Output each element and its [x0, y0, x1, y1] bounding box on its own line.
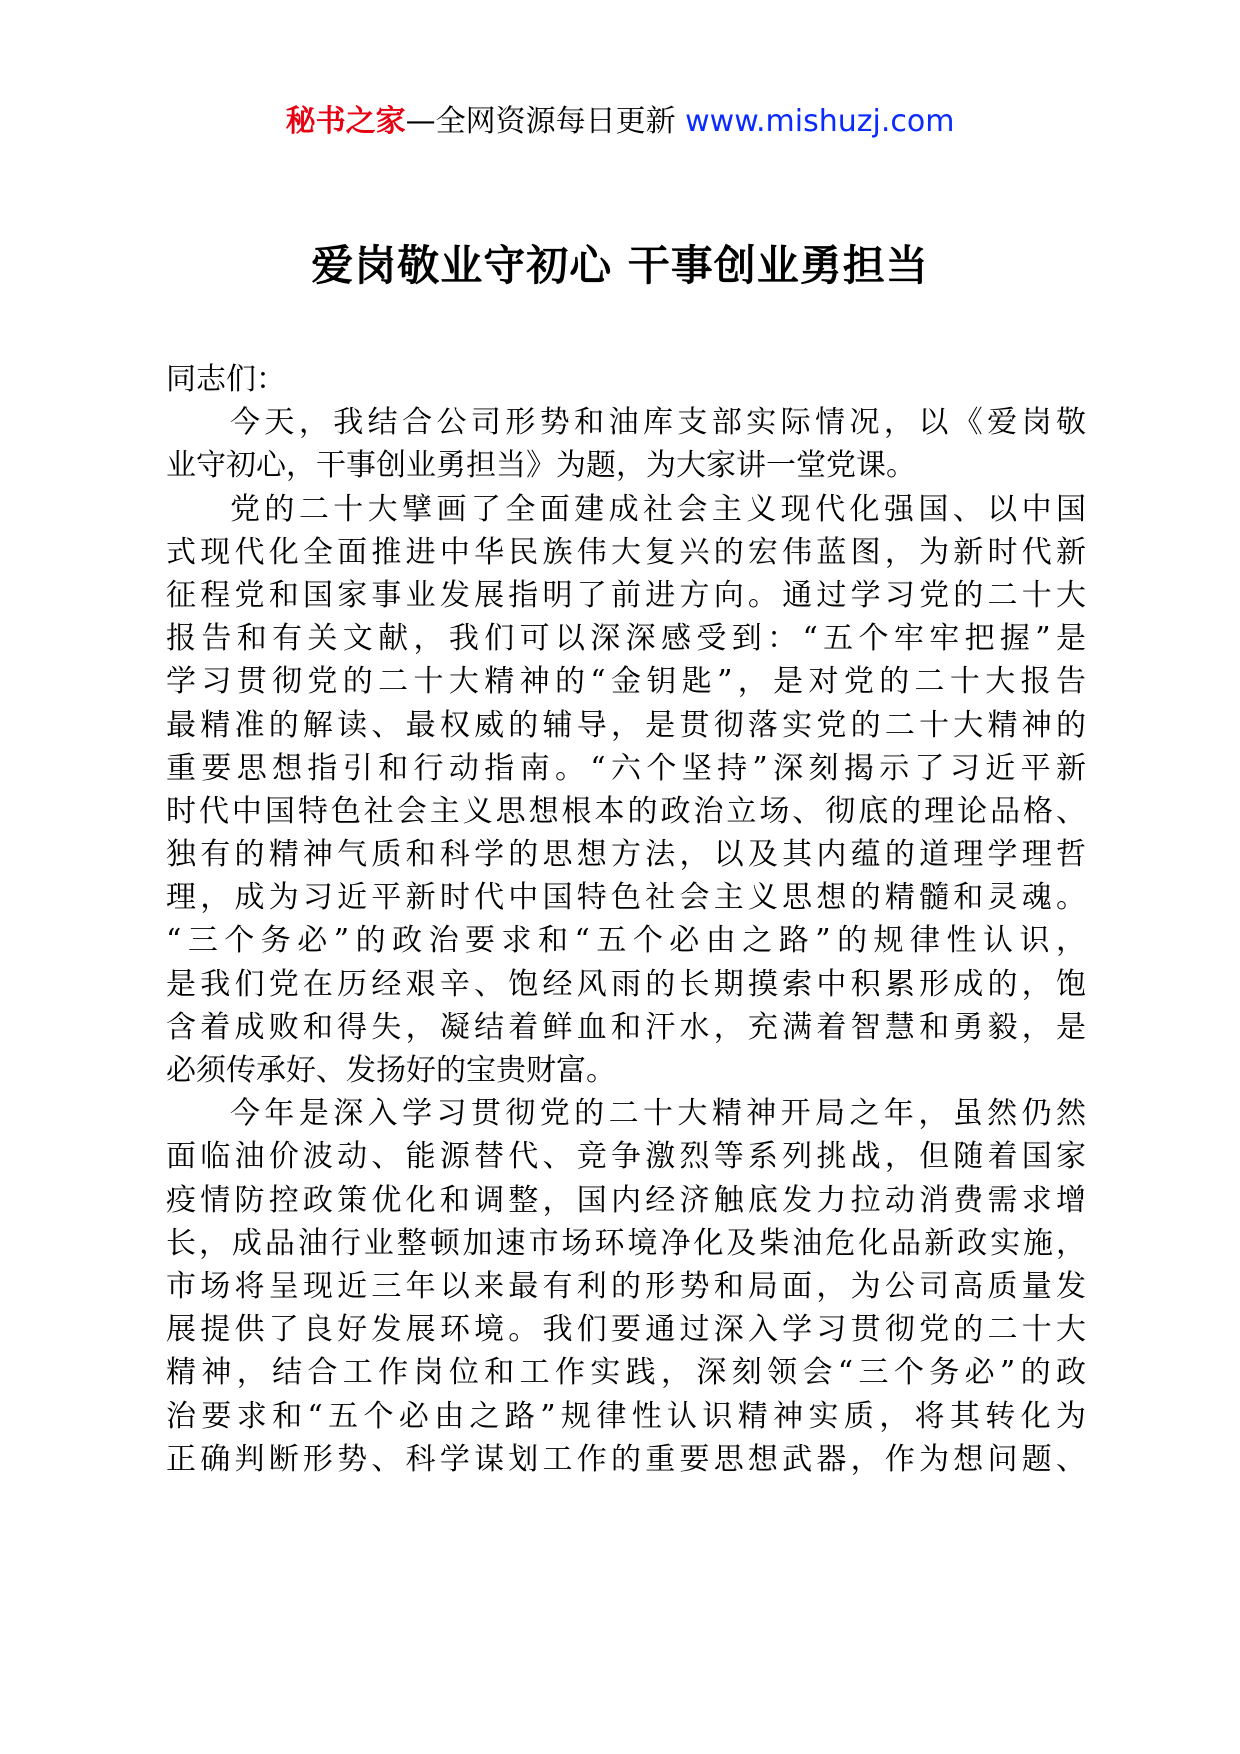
paragraph-line: 今天，我结合公司形势和油库支部实际情况，以《爱岗敬: [230, 405, 1086, 441]
document-body: [166, 358, 1086, 1481]
paragraph-line: “三个务必”的政治要求和“五个必由之路”的规律性认识，: [166, 923, 1086, 959]
paragraph-line: 是我们党在历经艰辛、饱经风雨的长期摸索中积累形成的，饱: [166, 966, 1086, 1002]
header-tagline: 全网资源每日更新: [435, 104, 686, 139]
paragraph-line: 疫情防控政策优化和调整，国内经济触底发力拉动消费需求增: [166, 1182, 1086, 1218]
paragraph-line: 重要思想指引和行动指南。“六个坚持”深刻揭示了习近平新: [166, 750, 1086, 786]
paragraph-line: 治要求和“五个必由之路”规律性认识精神实质，将其转化为: [166, 1398, 1086, 1434]
paragraph-line: 含着成败和得失，凝结着鲜血和汗水，充满着智慧和勇毅，是: [166, 1009, 1086, 1045]
paragraph-line: 报告和有关文献，我们可以深深感受到：“五个牢牢把握”是: [166, 621, 1086, 657]
paragraph-line: 精神，结合工作岗位和工作实践，深刻领会“三个务必”的政: [166, 1355, 1086, 1391]
paragraph-line: 时代中国特色社会主义思想根本的政治立场、彻底的理论品格、: [166, 793, 1086, 829]
paragraph-line: 展提供了良好发展环境。我们要通过深入学习贯彻党的二十大: [166, 1312, 1086, 1348]
salutation: 同志们：: [166, 362, 286, 397]
site-header: [0, 100, 1240, 144]
paragraph-line: 业守初心，干事创业勇担当》为题，为大家讲一堂党课。: [166, 448, 916, 484]
paragraph-line: 理，成为习近平新时代中国特色社会主义思想的精髓和灵魂。: [166, 880, 1086, 916]
paragraph-line: 市场将呈现近三年以来最有利的形势和局面，为公司高质量发: [166, 1268, 1086, 1304]
paragraph-line: 征程党和国家事业发展指明了前进方向。通过学习党的二十大: [166, 577, 1086, 613]
paragraph-line: 学习贯彻党的二十大精神的“金钥匙”，是对党的二十大报告: [166, 664, 1086, 700]
paragraph-line: 式现代化全面推进中华民族伟大复兴的宏伟蓝图，为新时代新: [166, 534, 1086, 570]
paragraph-line: 今年是深入学习贯彻党的二十大精神开局之年，虽然仍然: [230, 1096, 1086, 1132]
paragraph-line: 面临油价波动、能源替代、竞争激烈等系列挑战，但随着国家: [166, 1139, 1086, 1175]
paragraph-line: 最精准的解读、最权威的辅导，是贯彻落实党的二十大精神的: [166, 707, 1086, 743]
brand-name: 秘书之家: [285, 104, 406, 139]
paragraph-line: 党的二十大擘画了全面建成社会主义现代化强国、以中国: [230, 491, 1086, 527]
paragraph-line: 正确判断形势、科学谋划工作的重要思想武器，作为想问题、: [166, 1441, 1086, 1477]
document-title: 爱岗敬业守初心 干事创业勇担当: [311, 241, 929, 290]
paragraph-line: 长，成品油行业整顿加速市场环境净化及柴油危化品新政实施，: [166, 1225, 1086, 1261]
site-url-link[interactable]: www.mishuzj.com: [685, 104, 955, 139]
paragraph-line: 独有的精神气质和科学的思想方法，以及其内蕴的道理学理哲: [166, 837, 1086, 873]
paragraph-line: 必须传承好、发扬好的宝贵财富。: [166, 1053, 616, 1088]
header-separator: —: [405, 104, 436, 139]
